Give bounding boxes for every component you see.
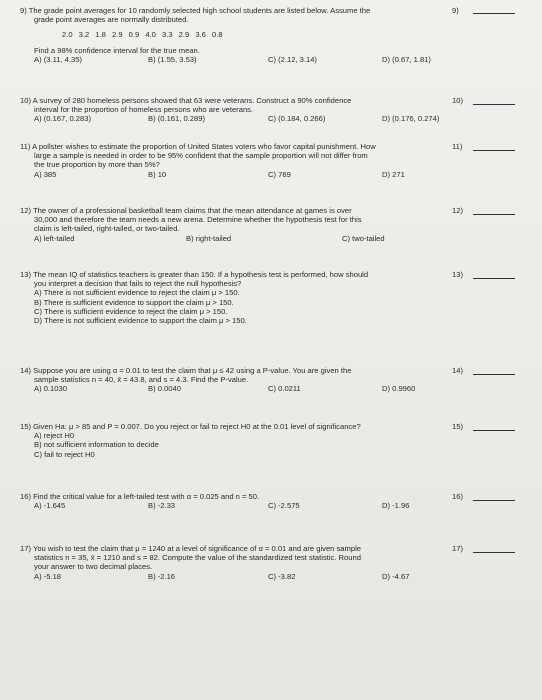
answer-blank[interactable]: [473, 272, 515, 279]
answer-options: [20, 170, 450, 180]
question-text-line: sample statistics n = 40, x̄ = 43.8, and s = 4.3. Find the P-value.: [34, 375, 249, 385]
option-c[interactable]: C) (2.12, 3.14): [268, 54, 317, 64]
question-14: [20, 366, 450, 394]
answer-options: [20, 55, 450, 65]
option-a[interactable]: A) -5.18: [34, 571, 62, 581]
question-number: 16): [452, 492, 463, 501]
option-a[interactable]: A) (3.11, 4.35): [34, 54, 82, 64]
answer-blank[interactable]: [473, 144, 515, 151]
question-text-line: grade point averages are normally distributed.: [34, 15, 189, 25]
question-text-line: 13) The mean IQ of statistics teachers is greater than 150. If a hypothesis test is performed, how should: [20, 270, 369, 279]
option-d[interactable]: D) (0.176, 0.274): [382, 114, 440, 124]
question-11: [20, 142, 450, 180]
question-13: [20, 270, 450, 325]
question-text-line: 11) A pollster wishes to estimate the proportion of United States voters who favor capital punishment. How: [20, 142, 376, 151]
question-16: [20, 492, 450, 511]
choice-a[interactable]: A) reject H0: [34, 431, 75, 441]
question-text-line: claim is left-tailed, right-tailed, or two-tailed.: [34, 224, 180, 234]
option-c[interactable]: C) two-tailed: [342, 233, 385, 243]
choice-c[interactable]: C) fail to reject H0: [34, 449, 95, 459]
answer-blank[interactable]: [473, 494, 515, 501]
answer-options: [20, 234, 450, 244]
question-text-line: 9) The grade point averages for 10 randomly selected high school students are listed below. Assume the: [20, 6, 371, 15]
option-c[interactable]: C) -3.82: [268, 571, 296, 581]
answer-blank[interactable]: [473, 546, 515, 553]
question-10: [20, 96, 450, 124]
question-prompt: Find a 98% confidence interval for the true mean.: [34, 45, 200, 55]
option-c[interactable]: C) 0.0211: [268, 384, 301, 394]
option-d[interactable]: D) -1.96: [382, 501, 410, 511]
question-9: [20, 6, 450, 65]
question-number: 14): [452, 366, 463, 375]
question-text-line: 30,000 and therefore the team needs a new arena. Determine whether the hypothesis test for this: [34, 215, 362, 225]
choice-b[interactable]: B) There is sufficient evidence to support the claim μ > 150.: [34, 297, 234, 307]
option-d[interactable]: D) 271: [382, 169, 405, 179]
option-c[interactable]: C) (0.184, 0.266): [268, 114, 326, 124]
choice-b[interactable]: B) not sufficient information to decide: [34, 440, 159, 450]
option-b[interactable]: B) (0.161, 0.289): [148, 114, 205, 124]
option-a[interactable]: A) -1.645: [34, 501, 66, 511]
data-values: 2.0 3.2 1.8 2.9 0.9 4.0 3.3 2.9 3.6 0.8: [62, 30, 223, 40]
option-b[interactable]: B) 0.0040: [148, 384, 181, 394]
answer-blank[interactable]: [473, 208, 515, 215]
question-text-line: 17) You wish to test the claim that μ = 1240 at a level of significance of α = 0.01 and are given sample: [20, 544, 361, 553]
choice-c[interactable]: C) There is sufficient evidence to reject the claim μ > 150.: [34, 306, 228, 316]
option-b[interactable]: B) -2.33: [148, 501, 176, 511]
option-a[interactable]: A) 0.1030: [34, 384, 67, 394]
option-c[interactable]: C) 769: [268, 169, 291, 179]
question-number: 10): [452, 96, 463, 105]
question-text-line: large a sample is needed in order to be 95% confident that the sample proportion will not differ from: [34, 151, 368, 161]
option-a[interactable]: A) (0.167, 0.283): [34, 114, 91, 124]
option-a[interactable]: A) left-tailed: [34, 233, 75, 243]
question-text-line: statistics n = 35, x̄ = 1210 and s = 82. Compute the value of the standardized test statistic. Round: [34, 553, 361, 563]
question-number: 17): [452, 544, 463, 553]
choice-a[interactable]: A) There is not sufficient evidence to reject the claim μ > 150.: [34, 288, 240, 298]
question-text-line: your answer to two decimal places.: [34, 562, 153, 572]
question-number: 13): [452, 270, 463, 279]
option-b[interactable]: B) (1.55, 3.53): [148, 54, 197, 64]
option-d[interactable]: D) (0.67, 1.81): [382, 54, 431, 64]
answer-blank[interactable]: [473, 98, 515, 105]
question-number: 9): [452, 6, 459, 15]
answer-blank[interactable]: [473, 424, 515, 431]
question-text-line: 10) A survey of 280 homeless persons showed that 63 were veterans. Construct a 90% confidence: [20, 96, 352, 105]
question-text-line: the true proportion by more than 5%?: [34, 160, 160, 170]
question-text-line: you interpret a decision that fails to reject the null hypothesis?: [34, 279, 242, 289]
question-number: 15): [452, 422, 463, 431]
option-d[interactable]: D) 0.9960: [382, 384, 416, 394]
option-c[interactable]: C) -2.575: [268, 501, 300, 511]
question-17: [20, 544, 450, 582]
answer-options: [20, 501, 450, 511]
option-b[interactable]: B) right-tailed: [186, 233, 232, 243]
choice-d[interactable]: D) There is not sufficient evidence to support the claim μ > 150.: [34, 316, 247, 326]
question-text-line: 15) Given Ha: μ > 85 and P = 0.007. Do you reject or fail to reject H0 at the 0.01 level of significance?: [20, 422, 361, 431]
option-a[interactable]: A) 385: [34, 169, 57, 179]
option-d[interactable]: D) -4.67: [382, 571, 410, 581]
option-b[interactable]: B) 10: [148, 169, 167, 179]
answer-options: [20, 114, 450, 124]
answer-blank[interactable]: [473, 7, 515, 14]
question-text-line: interval for the proportion of homeless persons who are veterans.: [34, 105, 254, 115]
answer-options: [20, 384, 450, 394]
answer-blank[interactable]: [473, 368, 515, 375]
question-12: [20, 206, 450, 244]
question-15: [20, 422, 450, 459]
question-text-line: 14) Suppose you are using α = 0.01 to test the claim that μ ≤ 42 using a P-value. You are given the: [20, 366, 352, 375]
question-text-line: 12) The owner of a professional basketball team claims that the mean attendance at games is over: [20, 206, 352, 215]
option-b[interactable]: B) -2.16: [148, 571, 176, 581]
question-number: 12): [452, 206, 463, 215]
question-number: 11): [452, 142, 463, 151]
question-text-line: 16) Find the critical value for a left-tailed test with α = 0.025 and n = 50.: [20, 492, 260, 501]
answer-options: [20, 572, 450, 582]
